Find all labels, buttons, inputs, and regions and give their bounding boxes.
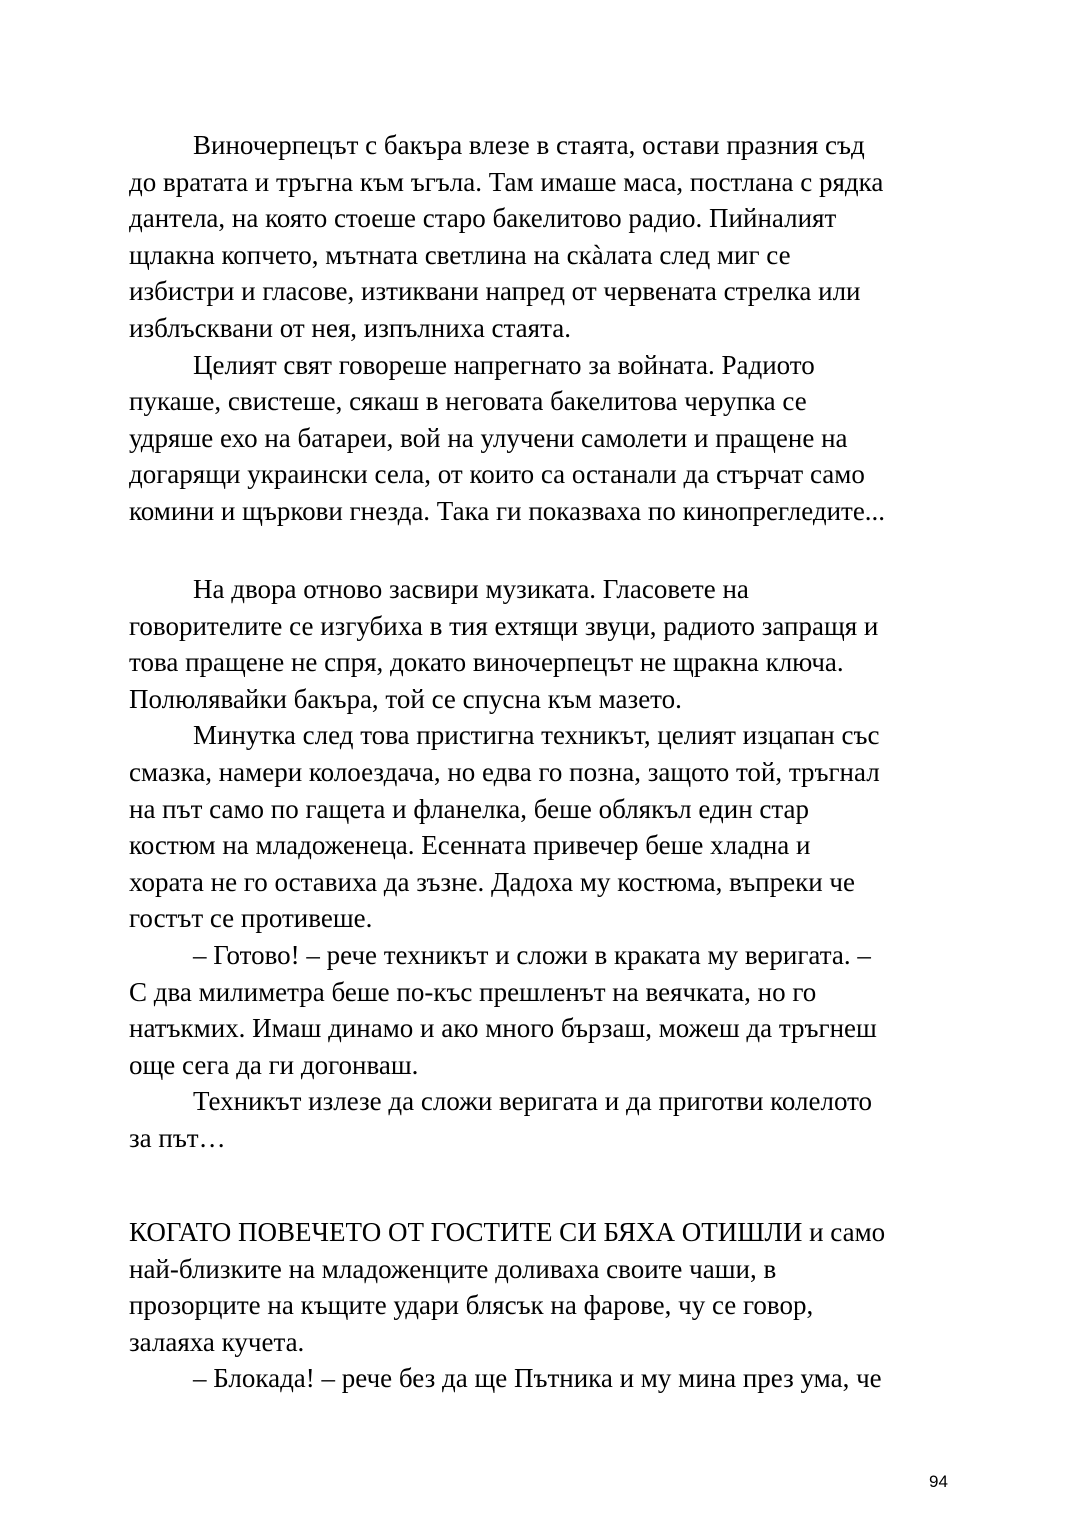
- text-line: за път…: [129, 1122, 226, 1153]
- text-line: смазка, намери колоездача, но едва го позна, защото той, тръгнал: [129, 756, 880, 787]
- text-line: още сега да ги догонваш.: [129, 1049, 419, 1080]
- text-line: КОГАТО ПОВЕЧЕТО ОТ ГОСТИТЕ СИ БЯХА ОТИШЛИ и само: [129, 1217, 886, 1247]
- text-section-2: [129, 571, 951, 1157]
- text-line: изблъсквани от нея, изпълниха стаята.: [129, 312, 571, 343]
- text-line: залаяха кучета.: [129, 1326, 305, 1357]
- text-line: С два милиметра беше по-къс прешленът на веячката, но го: [129, 976, 817, 1007]
- text-line: костюм на младоженеца. Есенната привечер беше хладна и: [129, 830, 811, 861]
- text-line: догарящи украински села, от които са останали да стърчат само: [129, 459, 865, 490]
- text-line: щлакна копчето, мътната светлина на скàлата след миг се: [129, 239, 791, 270]
- text-line: На двора отново засвири музиката. Гласовете на: [193, 574, 749, 604]
- text-line: до вратата и тръгна към ъгъла. Там имаше маса, постлана с рядка: [129, 166, 884, 197]
- text-line: хората не го оставиха да зъзне. Дадоха му костюма, въпреки че: [129, 866, 855, 897]
- text-line: – Блокада! – рече без да ще Пътника и му мина през ума, че: [193, 1363, 882, 1394]
- text-line: на път само по гащета и фланелка, беше облякъл един стар: [129, 793, 810, 824]
- text-line: дантела, на която стоеше старо бакелитово радио. Пийналият: [129, 203, 837, 234]
- text-section-1: [129, 127, 951, 530]
- page-number: 94: [929, 1472, 948, 1491]
- text-line: Полюлявайки бакъра, той се спусна към мазето.: [129, 683, 682, 714]
- text-line: това пращене не спря, докато виночерпецът не щракна ключа.: [129, 647, 844, 678]
- text-line: най-близките на младоженците доливаха своите чаши, в: [129, 1253, 777, 1284]
- text-line: Минутка след това пристигна техникът, целият изцапан със: [193, 720, 880, 751]
- text-line: удряше ехо на батареи, вой на улучени самолети и пращене на: [129, 422, 848, 453]
- text-line: Техникът излезе да сложи веригата и да приготви колелото: [193, 1086, 873, 1117]
- text-line: Целият свят говореше напрегнато за войната. Радиото: [193, 349, 815, 380]
- text-line: гостът се противеше.: [129, 903, 373, 934]
- text-line: Виночерпецът с бакъра влезе в стаята, остави празния съд: [193, 130, 865, 160]
- text-line: – Готово! – рече техникът и сложи в краката му веригата. –: [193, 939, 871, 970]
- text-line: натъкмих. Имаш динамо и ако много бързаш, можеш да тръгнеш: [129, 1013, 877, 1044]
- text-line: комини и щъркови гнезда. Така ги показваха по кинопрегледите...: [129, 495, 886, 526]
- text-section-3: [129, 1214, 951, 1397]
- text-line: говорителите се изгубиха в тия ехтящи звуци, радиото запращя и: [129, 610, 879, 641]
- text-line: избистри и гласове, изтиквани напред от червената стрелка или: [129, 276, 861, 307]
- text-line: пукаше, свистеше, сякаш в неговата бакелитова черупка се: [129, 386, 807, 417]
- text-line: прозорците на къщите удари блясък на фарове, чу се говор,: [129, 1290, 814, 1321]
